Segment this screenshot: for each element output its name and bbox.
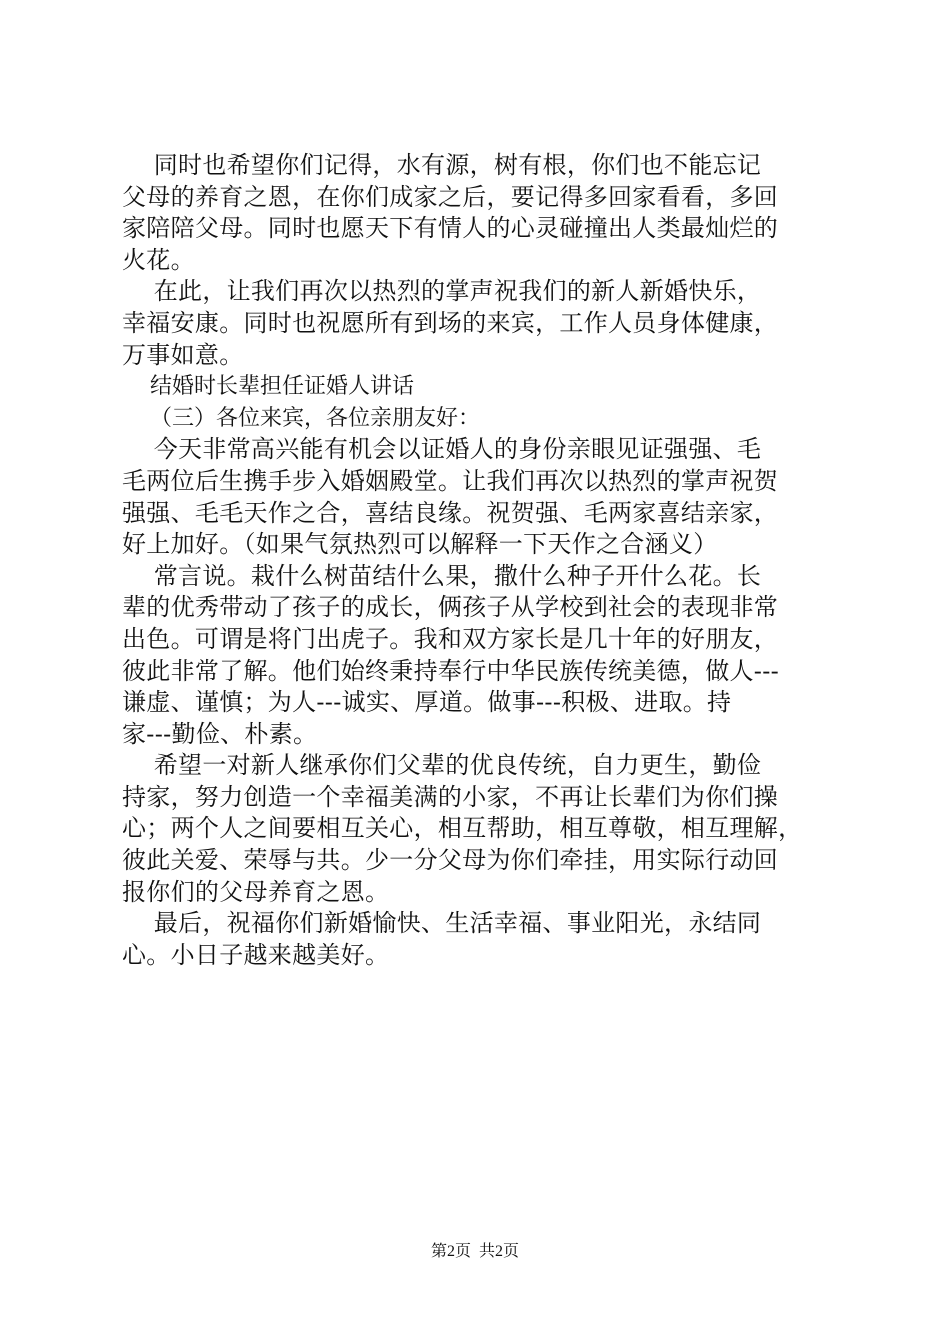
page-footer — [0, 1242, 950, 1262]
text-line: 辈的优秀带动了孩子的成长，俩孩子从学校到社会的表现非常 — [122, 593, 779, 622]
page-total: 共2页 — [479, 1243, 520, 1260]
text-line: 父母的养育之恩，在你们成家之后，要记得多回家看看，多回 — [122, 182, 779, 211]
text-line: 最后，祝福你们新婚愉快、生活幸福、事业阳光，永结同 — [122, 909, 762, 938]
text-line: 谦虚、谨慎；为人---诚实、厚道。做事---积极、进取。持 — [122, 688, 732, 717]
text-line: 心。小日子越来越美好。 — [122, 940, 390, 969]
text-line: 幸福安康。同时也祝愿所有到场的来宾，工作人员身体健康， — [122, 308, 779, 337]
text-line: 出色。可谓是将门出虎子。我和双方家长是几十年的好朋友， — [122, 624, 779, 653]
text-line: 今天非常高兴能有机会以证婚人的身份亲眼见证强强、毛 — [122, 435, 762, 464]
document-body — [122, 150, 842, 971]
text-line: 常言说。栽什么树苗结什么果，撒什么种子开什么花。长 — [122, 561, 762, 590]
text-line: 在此，让我们再次以热烈的掌声祝我们的新人新婚快乐， — [122, 277, 762, 306]
text-line: 彼此关爱、荣辱与共。少一分父母为你们牵挂，用实际行动回 — [122, 846, 779, 875]
text-line: 万事如意。 — [122, 340, 244, 369]
text-line: 好上加好。（如果气氛热烈可以解释一下天作之合涵义） — [122, 530, 718, 559]
text-line: 心；两个人之间要相互关心，相互帮助，相互尊敬，相互理解， — [122, 814, 803, 843]
text-line: 报你们的父母养育之恩。 — [122, 877, 390, 906]
text-line: 持家，努力创造一个幸福美满的小家，不再让长辈们为你们操 — [122, 782, 779, 811]
page-number: 第2页 — [430, 1243, 471, 1260]
text-line: 强强、毛毛天作之合，喜结良缘。祝贺强、毛两家喜结亲家， — [122, 498, 779, 527]
text-line: 火花。 — [122, 245, 195, 274]
text-line: 彼此非常了解。他们始终秉持奉行中华民族传统美德，做人--- — [122, 656, 780, 685]
text-line: （三）各位来宾，各位亲朋友好： — [122, 405, 480, 431]
text-line: 结婚时长辈担任证婚人讲话 — [122, 374, 414, 400]
text-line: 毛两位后生携手步入婚姻殿堂。让我们再次以热烈的掌声祝贺 — [122, 466, 779, 495]
text-line: 家陪陪父母。同时也愿天下有情人的心灵碰撞出人类最灿烂的 — [122, 214, 779, 243]
text-line: 同时也希望你们记得，水有源，树有根，你们也不能忘记 — [122, 151, 762, 179]
text-line: 希望一对新人继承你们父辈的优良传统，自力更生，勤俭 — [122, 751, 762, 780]
text-line: 家---勤俭、朴素。 — [122, 719, 318, 748]
